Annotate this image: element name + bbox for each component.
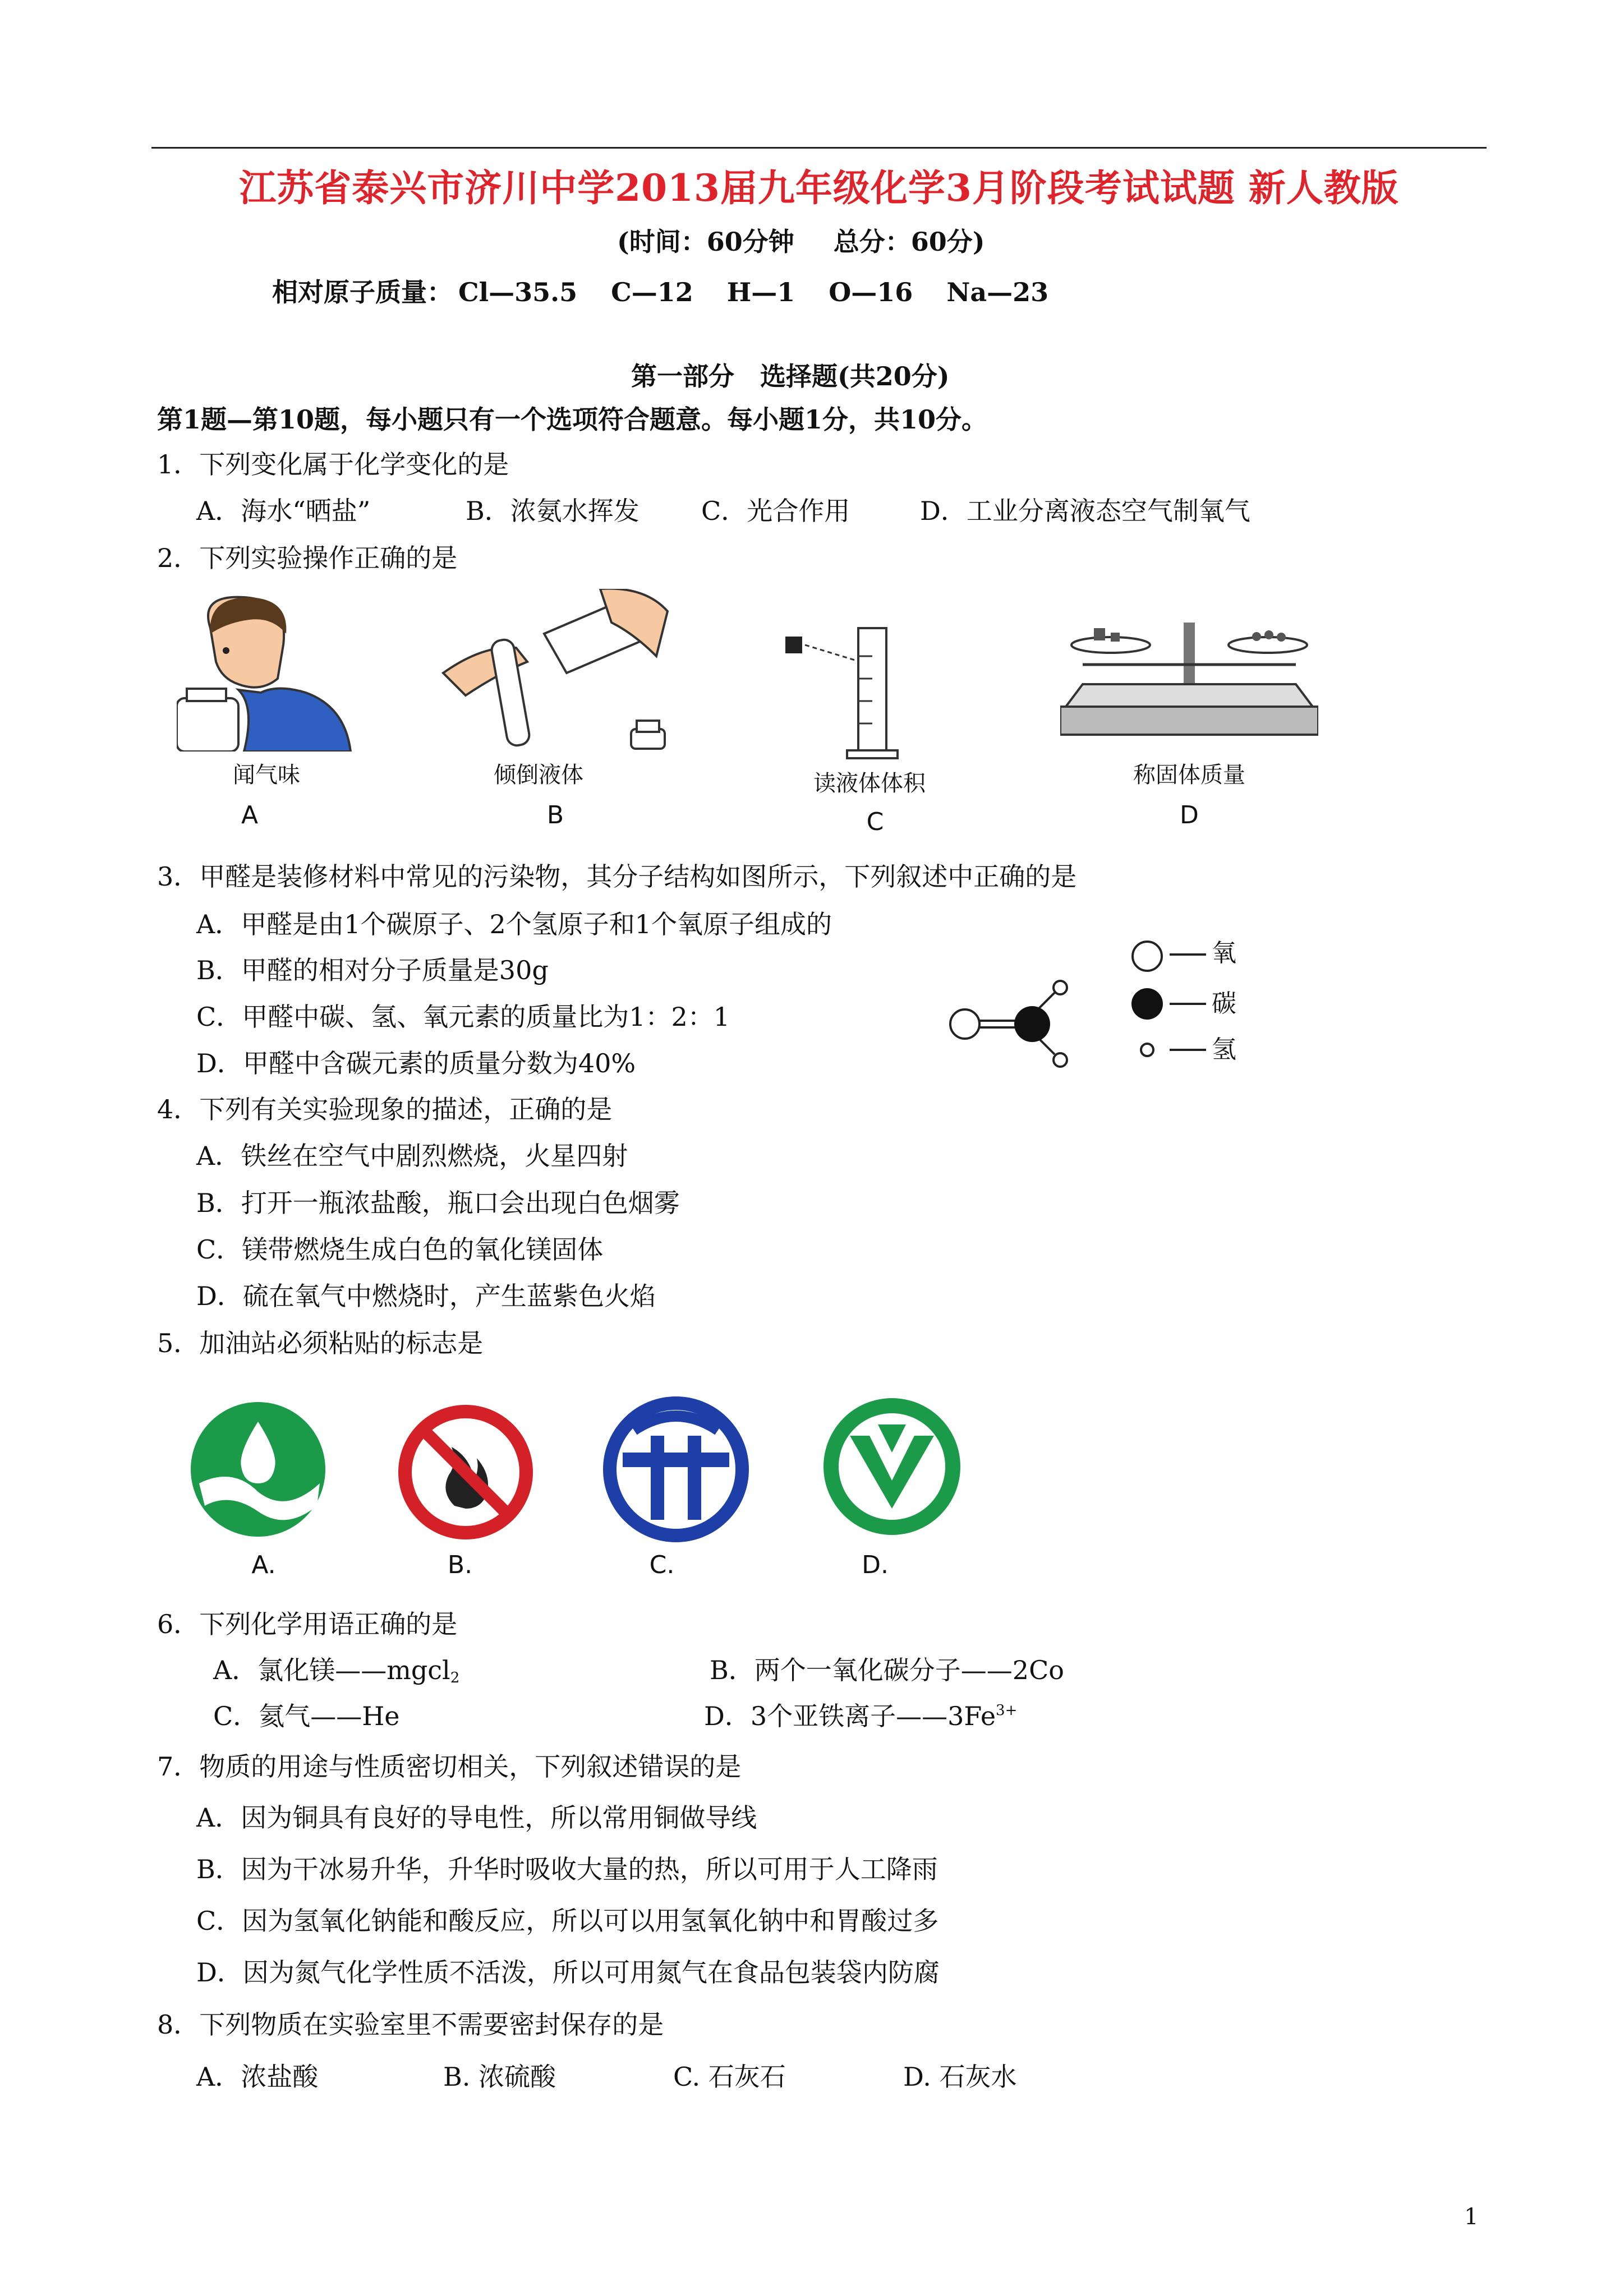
q6-stem: 6．下列化学用语正确的是 [157,1609,458,1639]
q8-option-a: A．浓盐酸 [196,2062,319,2092]
q6-option-c: C．氦气——He [213,1701,400,1731]
q4-option-c: C．镁带燃烧生成白色的氧化镁固体 [196,1234,604,1265]
q5-letter-b: B. [447,1551,473,1579]
q3-option-d: D．甲醛中含碳元素的质量分数为40% [196,1048,636,1078]
formaldehyde-molecule-diagram [948,934,1083,1068]
mass-item: Na—23 [946,277,1049,307]
q2-letter-d: D [1180,801,1199,829]
blue-sign-icon [600,1396,752,1542]
exam-title: 江苏省泰兴市济川中学2013届九年级化学3月阶段考试试题 新人教版 [239,166,1399,210]
q2-caption-c: 读液体体积 [813,771,926,796]
header-rule [151,147,1487,149]
q8-stem: 8．下列物质在实验室里不需要密封保存的是 [157,2009,664,2040]
atomic-masses-label: 相对原子质量： [272,277,453,307]
mass-item: C—12 [611,277,693,307]
q5-letter-c: C. [649,1551,675,1579]
q4-option-b: B．打开一瓶浓盐酸，瓶口会出现白色烟雾 [196,1188,680,1218]
pour-liquid-illustration [432,589,684,757]
q3-option-a: A．甲醛是由1个碳原子、2个氢原子和1个氧原子组成的 [196,909,832,939]
smell-illustration [177,594,356,751]
superscript: 3+ [996,1702,1018,1719]
q1-stem: 1．下列变化属于化学变化的是 [157,449,509,480]
q7-option-a: A．因为铜具有良好的导电性，所以常用铜做导线 [196,1802,757,1833]
q4-option-d: D．硫在氧气中燃烧时，产生蓝紫色火焰 [196,1281,656,1311]
q3-option-b: B．甲醛的相对分子质量是30g [196,955,549,985]
legend-carbon: 碳 [1212,989,1236,1018]
q5-letter-d: D. [862,1551,889,1579]
q6-option-b: B．两个一氧化碳分子——2Co [710,1655,1064,1685]
q2-caption-a: 闻气味 [233,762,300,788]
q7-option-c: C．因为氢氧化钠能和酸反应，所以可以用氢氧化钠中和胃酸过多 [196,1906,939,1936]
exam-score: 总分：60分) [833,227,985,257]
q6-option-d-text: D．3个亚铁离子——3Fe [704,1701,996,1731]
q1-option-c: C．光合作用 [701,496,850,526]
q4-option-a: A．铁丝在空气中剧烈燃烧，火星四射 [196,1141,628,1171]
atomic-masses [272,272,1082,309]
q5-stem: 5．加油站必须粘贴的标志是 [157,1328,484,1358]
green-food-sign-icon [816,1391,968,1542]
mass-item: Cl—35.5 [458,277,578,307]
q2-stem: 2．下列实验操作正确的是 [157,543,458,573]
q1-option-d: D．工业分离液态空气制氧气 [920,496,1250,526]
q2-letter-a: A [241,801,259,829]
q6-option-a-text: A．氯化镁——mgcl [213,1655,450,1685]
mass-item: O—16 [829,277,913,307]
q4-stem: 4．下列有关实验现象的描述，正确的是 [157,1094,613,1124]
q1-option-a: A．海水“晒盐” [196,496,371,526]
q6-option-a [213,1657,459,1685]
exam-time: (时间：60分钟 [617,227,794,257]
q6-option-d [704,1703,1017,1729]
q2-letter-c: C [866,808,884,836]
legend-hydrogen: 氢 [1212,1035,1236,1064]
q7-option-d: D．因为氮气化学性质不活泼，所以可用氮气在食品包装袋内防腐 [196,1957,940,1988]
page-number: 1 [1464,2204,1479,2230]
q7-option-b: B．因为干冰易升华，升华时吸收大量的热，所以可用于人工降雨 [196,1854,938,1884]
mass-item: H—1 [726,277,795,307]
q8-option-b: B. 浓硫酸 [443,2062,556,2092]
q2-caption-d: 称固体质量 [1133,762,1245,788]
instructions: 第1题—第10题，每小题只有一个选项符合题意。每小题1分，共10分。 [157,404,988,435]
q8-option-c: C. 石灰石 [673,2062,786,2092]
legend-oxygen: 氧 [1212,939,1236,967]
molecule-legend-symbols [1122,931,1223,1071]
q1-option-b: B．浓氨水挥发 [466,496,640,526]
section-heading: 第一部分 选择题(共20分) [631,361,950,391]
subscript: 2 [450,1670,460,1686]
q3-stem: 3．甲醛是装修材料中常见的污染物，其分子结构如图所示，下列叙述中正确的是 [157,861,1077,892]
q5-letter-a: A. [251,1551,276,1579]
q7-stem: 7．物质的用途与性质密切相关，下列叙述错误的是 [157,1751,742,1782]
water-saving-sign-icon [188,1399,328,1539]
balance-illustration [1060,611,1318,751]
read-volume-illustration [785,623,931,763]
q8-option-d: D. 石灰水 [903,2062,1017,2092]
no-fire-sign-icon [395,1402,536,1542]
exam-time-score [617,222,1024,259]
q2-caption-b: 倾倒液体 [494,762,583,788]
q3-option-c: C．甲醛中碳、氢、氧元素的质量比为1：2：1 [196,1002,730,1032]
q2-letter-b: B [546,801,564,829]
